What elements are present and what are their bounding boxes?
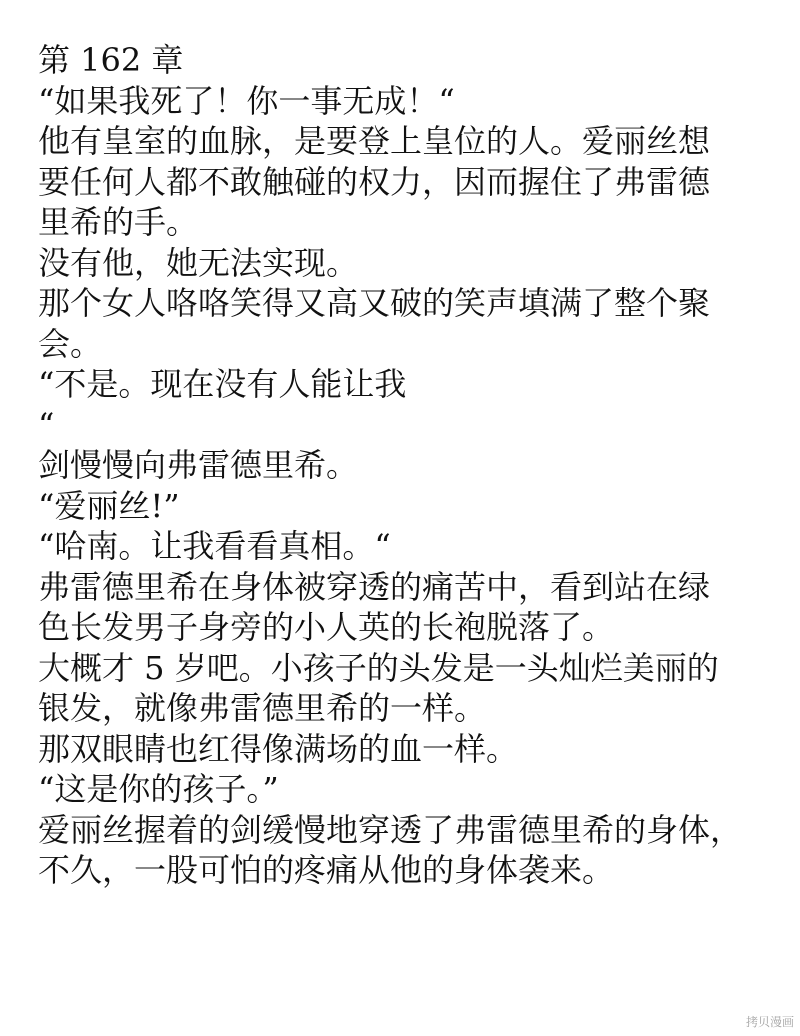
text-line: “这是你的孩子。”	[38, 770, 279, 808]
document-body	[38, 40, 778, 891]
watermark: 拷贝漫画	[745, 1015, 794, 1029]
text-line: 色长发男子身旁的小人英的长袍脱落了。	[38, 608, 615, 646]
text-line: 那双眼睛也红得像满场的血一样。	[38, 729, 519, 768]
chapter-title: 第 162 章	[38, 41, 184, 79]
text-line: 弗雷德里希在身体被穿透的痛苦中，看到站在绿	[38, 567, 711, 606]
text-line: 要任何人都不敢触碰的权力，因而握住了弗雷德	[38, 162, 711, 201]
text-line: “爱丽丝!”	[38, 486, 180, 525]
text-line: 剑慢慢向弗雷德里希。	[38, 446, 359, 484]
text-line: 里希的手。	[38, 203, 199, 241]
text-line: “	[38, 405, 55, 444]
text-line: 不久，一股可怕的疼痛从他的身体袭来。	[38, 851, 615, 889]
text-line: 会。	[38, 324, 103, 363]
text-line: 那个女人咯咯笑得又高又破的笑声填满了整个聚	[38, 284, 711, 322]
text-line: 他有皇室的血脉，是要登上皇位的人。爱丽丝想	[38, 122, 711, 160]
text-line: “不是。现在没有人能让我	[38, 365, 407, 403]
text-line: 大概才 5 岁吧。小孩子的头发是一头灿烂美丽的	[38, 648, 719, 687]
text-line: “如果我死了！你一事无成！“	[38, 81, 455, 120]
text-line: 没有他，她无法实现。	[38, 243, 359, 282]
text-line: “哈南。让我看看真相。“	[38, 527, 391, 565]
text-line: 银发，就像弗雷德里希的一样。	[38, 689, 487, 727]
text-line: 爱丽丝握着的剑缓慢地穿透了弗雷德里希的身体，	[38, 810, 743, 849]
